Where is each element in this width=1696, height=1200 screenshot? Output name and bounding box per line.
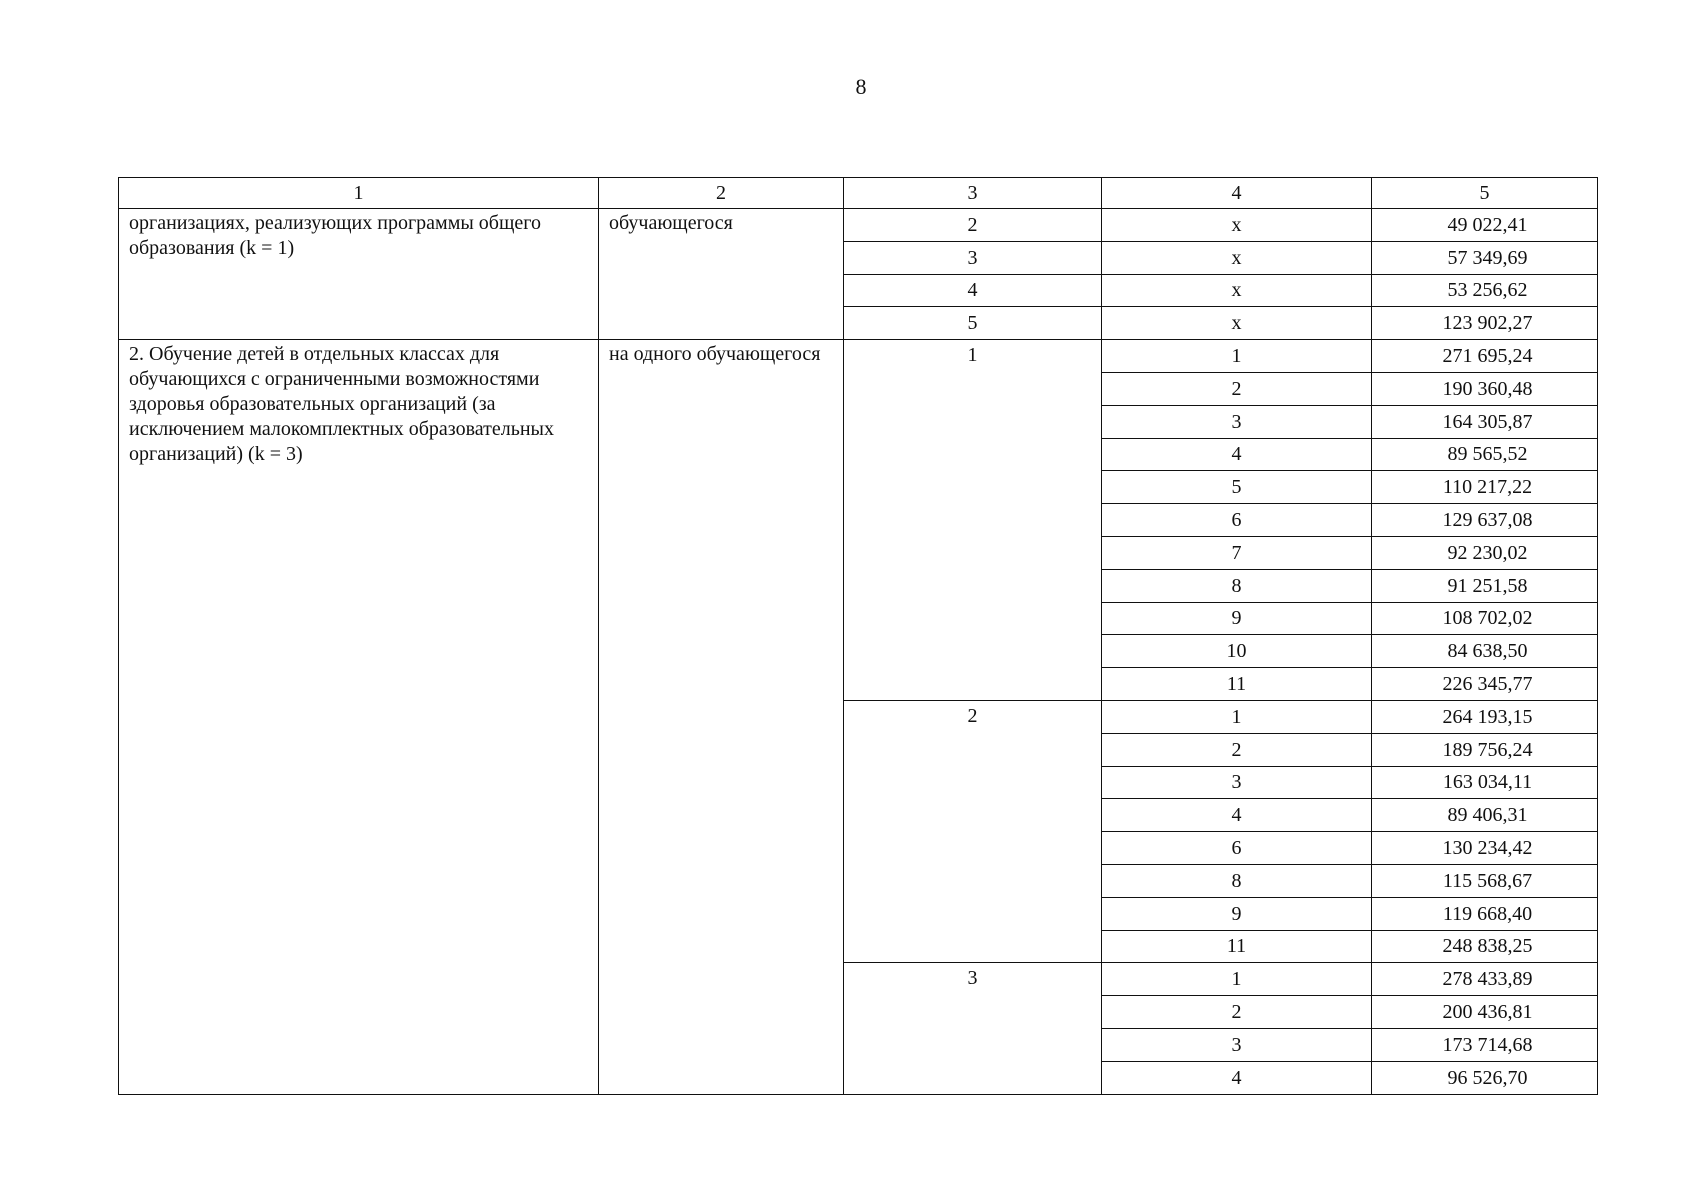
cell-col4 (1102, 1028, 1372, 1061)
cell-value-text: 49 022,41 (1447, 213, 1528, 236)
cell-col4 (1102, 799, 1372, 832)
cell-value (1372, 963, 1598, 996)
item-description-text: 2. Обучение детей в отдельных классах для обучающихся с ограниченными возможностями здоровья образовательных организаций (за исключением малокомплектных образовательных организаций) (k = 3) (129, 343, 554, 466)
cell-value-text: 129 637,08 (1442, 509, 1533, 532)
group-number-text: 1 (967, 344, 978, 367)
cell-value (1372, 1061, 1598, 1094)
cell-col4-text: 4 (1231, 443, 1242, 466)
group-number (844, 340, 1102, 701)
cell-value-text: 53 256,62 (1447, 279, 1528, 302)
cell-value-text: 226 345,77 (1442, 673, 1533, 696)
cell-col3 (844, 209, 1102, 242)
cell-col4 (1102, 766, 1372, 799)
cell-value (1372, 536, 1598, 569)
cell-col4-text: 6 (1231, 509, 1242, 532)
table-row (119, 340, 1598, 373)
cell-value (1372, 996, 1598, 1029)
cell-value (1372, 372, 1598, 405)
cell-value (1372, 1028, 1598, 1061)
cell-col4-text: 11 (1226, 935, 1247, 958)
cell-value (1372, 569, 1598, 602)
cell-value (1372, 471, 1598, 504)
cell-value-text: 173 714,68 (1442, 1033, 1533, 1056)
cell-col4-text: 1 (1231, 968, 1242, 991)
cell-col4-text: 4 (1231, 1066, 1242, 1089)
cell-value (1372, 307, 1598, 340)
item-description (119, 209, 599, 340)
cell-value-text: 84 638,50 (1447, 640, 1528, 663)
cell-value-text: 190 360,48 (1442, 377, 1533, 400)
column-header: 2 (599, 178, 844, 209)
cell-col4 (1102, 963, 1372, 996)
cell-value-text: 92 230,02 (1447, 541, 1528, 564)
cell-value-text: 89 565,52 (1447, 443, 1528, 466)
cell-value-text: 271 695,24 (1442, 345, 1533, 368)
cell-col3 (844, 241, 1102, 274)
unit-of-measure-text: на одного обучающегося (609, 343, 821, 366)
cell-col4-text: 1 (1231, 345, 1242, 368)
cell-col3-text: 2 (967, 213, 978, 236)
cell-col4 (1102, 897, 1372, 930)
cell-value (1372, 864, 1598, 897)
cell-col4-text: 1 (1231, 705, 1242, 728)
column-header: 3 (844, 178, 1102, 209)
cell-col4-text: 3 (1231, 1033, 1242, 1056)
cell-col4-text: 10 (1226, 640, 1247, 663)
cell-col4-text: 2 (1231, 738, 1242, 761)
cell-col4-text: 6 (1231, 837, 1242, 860)
cell-col4-text: x (1231, 213, 1242, 236)
cell-col4 (1102, 471, 1372, 504)
cell-col4-text: 9 (1231, 607, 1242, 630)
cell-col3 (844, 274, 1102, 307)
cell-value-text: 200 436,81 (1442, 1001, 1533, 1024)
cell-value-text: 248 838,25 (1442, 935, 1533, 958)
cell-col4-text: 8 (1231, 869, 1242, 892)
group-number-text: 2 (967, 704, 978, 727)
cell-col4 (1102, 241, 1372, 274)
cell-col4-text: x (1231, 312, 1242, 335)
cell-value-text: 163 034,11 (1442, 771, 1533, 794)
unit-of-measure (599, 340, 844, 1094)
cell-value (1372, 602, 1598, 635)
cell-value (1372, 832, 1598, 865)
cell-col4 (1102, 438, 1372, 471)
cell-value-text: 123 902,27 (1442, 312, 1533, 335)
cell-col4-text: 11 (1226, 673, 1247, 696)
column-header: 4 (1102, 178, 1372, 209)
cell-col4-text: 9 (1231, 902, 1242, 925)
cell-col4 (1102, 1061, 1372, 1094)
item-description (119, 340, 599, 1094)
cell-value-text: 89 406,31 (1447, 804, 1528, 827)
cell-col4 (1102, 307, 1372, 340)
cell-value (1372, 438, 1598, 471)
cell-value-text: 130 234,42 (1442, 837, 1533, 860)
cell-col4-text: 5 (1231, 476, 1242, 499)
cell-col4 (1102, 536, 1372, 569)
cell-value (1372, 897, 1598, 930)
cell-col4 (1102, 930, 1372, 963)
cell-col4-text: 8 (1231, 574, 1242, 597)
cell-value-text: 96 526,70 (1447, 1066, 1528, 1089)
item-description-text: организациях, реализующих программы общего образования (k = 1) (129, 212, 541, 259)
cell-value (1372, 700, 1598, 733)
cell-value-text: 110 217,22 (1442, 476, 1533, 499)
group-number (844, 700, 1102, 962)
cell-value (1372, 766, 1598, 799)
cell-col3-text: 5 (967, 312, 978, 335)
cell-col4 (1102, 832, 1372, 865)
cell-value (1372, 209, 1598, 242)
cell-value-text: 91 251,58 (1447, 574, 1528, 597)
cell-value (1372, 241, 1598, 274)
cell-col4-text: 3 (1231, 410, 1242, 433)
cell-value-text: 164 305,87 (1442, 410, 1533, 433)
cell-value (1372, 405, 1598, 438)
cell-col4 (1102, 602, 1372, 635)
cell-col4-text: 4 (1231, 804, 1242, 827)
cell-col4 (1102, 372, 1372, 405)
cell-col4 (1102, 668, 1372, 701)
cell-col3 (844, 307, 1102, 340)
cell-value (1372, 504, 1598, 537)
cell-col4-text: 7 (1231, 541, 1242, 564)
cell-col4 (1102, 274, 1372, 307)
cell-value (1372, 340, 1598, 373)
cell-value (1372, 799, 1598, 832)
header-row (119, 178, 1598, 209)
cell-col4 (1102, 340, 1372, 373)
group-number (844, 963, 1102, 1094)
cell-col4 (1102, 733, 1372, 766)
cell-col4 (1102, 405, 1372, 438)
cell-col4 (1102, 700, 1372, 733)
cell-value-text: 115 568,67 (1442, 869, 1533, 892)
cell-value (1372, 733, 1598, 766)
unit-of-measure-text: обучающегося (609, 212, 733, 234)
column-header: 1 (119, 178, 599, 209)
cell-col4 (1102, 504, 1372, 537)
cell-value (1372, 274, 1598, 307)
table-row (119, 209, 1598, 242)
group-number-text: 3 (967, 967, 978, 990)
cell-value-text: 119 668,40 (1442, 902, 1533, 925)
cell-value-text: 57 349,69 (1447, 246, 1528, 269)
cell-col4-text: 3 (1231, 771, 1242, 794)
cell-value (1372, 635, 1598, 668)
cell-col4 (1102, 569, 1372, 602)
cell-col4-text: x (1231, 279, 1242, 302)
cell-col3-text: 3 (967, 246, 978, 269)
unit-of-measure (599, 209, 844, 340)
cell-col4 (1102, 864, 1372, 897)
column-header: 5 (1372, 178, 1598, 209)
cost-table (118, 177, 1598, 1095)
cell-col4 (1102, 996, 1372, 1029)
cell-value (1372, 668, 1598, 701)
cell-col4-text: 2 (1231, 1001, 1242, 1024)
page-number: 8 (855, 74, 867, 99)
cell-col4-text: 2 (1231, 377, 1242, 400)
cell-value-text: 278 433,89 (1442, 968, 1533, 991)
cell-col4-text: x (1231, 246, 1242, 269)
cell-col3-text: 4 (967, 279, 978, 302)
cost-table-body (119, 178, 1598, 1095)
cell-value (1372, 930, 1598, 963)
cell-value-text: 264 193,15 (1442, 705, 1533, 728)
cell-col4 (1102, 209, 1372, 242)
cell-col4 (1102, 635, 1372, 668)
cell-value-text: 189 756,24 (1442, 738, 1533, 761)
cell-value-text: 108 702,02 (1442, 607, 1533, 630)
